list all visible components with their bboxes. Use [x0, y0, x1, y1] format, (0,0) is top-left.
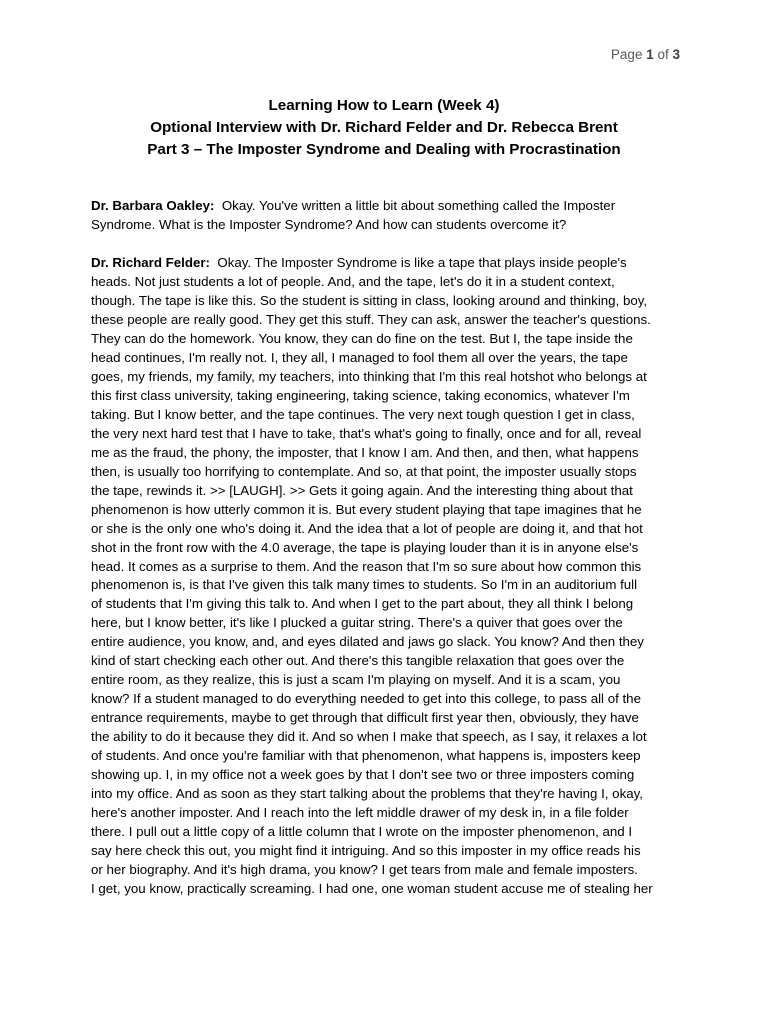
- transcript-paragraph-felder: [91, 254, 681, 899]
- document-subtitle: Optional Interview with Dr. Richard Felder and Dr. Rebecca Brent: [150, 119, 618, 136]
- paragraph-line: or she is the only one who's doing it. And the idea that a lot of people are doing it, and that hot: [91, 520, 643, 536]
- paragraph-line: of students. And once you're familiar with that phenomenon, what happens is, imposters keep: [91, 748, 641, 764]
- page-number-prefix: Page: [610, 47, 647, 62]
- paragraph-line: [91, 254, 681, 273]
- paragraph-line: into my office. And as soon as they start talking about the problems that they're having I, okay,: [91, 786, 643, 802]
- document-part-title: Part 3 – The Imposter Syndrome and Dealing with Procrastination: [147, 141, 621, 158]
- paragraph-line: here's another imposter. And I reach into the left middle drawer of my desk in, in a file folder: [91, 805, 629, 821]
- paragraph-line: there. I pull out a little copy of a little column that I wrote on the imposter phenomenon, and I: [91, 824, 633, 840]
- paragraph-line: these people are really good. They get this stuff. They can ask, answer the teacher's questions.: [91, 311, 651, 327]
- paragraph-line: head. It comes as a surprise to them. And the reason that I'm so sure about how common this: [91, 558, 642, 574]
- page-number-current: 1: [646, 47, 654, 62]
- paragraph-line: this first class university, taking engineering, taking science, taking economics, whatever I'm: [91, 387, 630, 403]
- paragraph-line: entrance requirements, maybe to get through that difficult first year then, obviously, they have: [91, 710, 639, 726]
- paragraph-line: entire room, as they realize, this is just a scam I'm playing on myself. And it is a scam, you: [91, 672, 621, 688]
- paragraph-line: entire audience, you know, and, and eyes dilated and jaws go slack. You know? And then they: [91, 634, 644, 650]
- page-number: [611, 47, 680, 62]
- paragraph-line: the very next hard test that I have to take, that's what's going to finally, once and for all, reveal: [91, 425, 642, 441]
- paragraph-line: the ability to do it because they did it. And so when I make that speech, as I say, it relaxes a lot: [91, 729, 647, 745]
- speaker-name: Dr. Barbara Oakley:: [91, 198, 215, 213]
- paragraph-line: me as the fraud, the phony, the imposter, that I know I am. And then, and then, what happens: [91, 444, 639, 460]
- paragraph-line: taking. But I know better, and the tape continues. The very next tough question I get in class,: [91, 406, 635, 422]
- paragraph-line: goes, my friends, my family, my teachers, into thinking that I'm this real hotshot who belongs at: [91, 368, 647, 384]
- transcript-paragraph-oakley: [91, 197, 681, 235]
- paragraph-line: Syndrome. What is the Imposter Syndrome? And how can students overcome it?: [91, 216, 567, 232]
- paragraph-line: know? If a student managed to do everything needed to get into this college, to pass all of the: [91, 691, 641, 707]
- paragraph-line: of students that I'm giving this talk to. And when I get to the part about, they all think I belong: [91, 596, 634, 612]
- paragraph-line: here, but I know better, it's like I plucked a guitar string. There's a quiver that goes over the: [91, 615, 623, 631]
- paragraph-line: shot in the front row with the 4.0 average, the tape is playing louder than it is in anyone else's: [91, 539, 639, 555]
- paragraph-line: I get, you know, practically screaming. I had one, one woman student accuse me of stealing her: [91, 880, 653, 896]
- paragraph-line: kind of start checking each other out. And there's this tangible relaxation that goes over the: [91, 653, 625, 669]
- paragraph-line: say here check this out, you might find it intriguing. And so this imposter in my office reads his: [91, 843, 641, 859]
- paragraph-line: or her biography. And it's high drama, you know? I get tears from male and female imposters.: [91, 862, 638, 877]
- paragraph-line: head continues, I'm really not. I, they all, I managed to fool them all over the years, the tape: [91, 349, 628, 365]
- paragraph-line: phenomenon is how utterly common it is. But every student playing that tape imagines that he: [91, 501, 642, 517]
- paragraph-line: phenomenon is, is that I've given this talk many times to students. So I'm in an auditorium full: [91, 577, 638, 593]
- paragraph-line: [91, 197, 681, 216]
- paragraph-line: They can do the homework. You know, they can do fine on the test. But I, the tape inside the: [91, 330, 633, 346]
- page-number-total: 3: [672, 47, 680, 62]
- paragraph-line: though. The tape is like this. So the student is sitting in class, looking around and thinking, boy,: [91, 292, 648, 308]
- paragraph-line: then, is usually too horrifying to contemplate. And so, at that point, the imposter usually stops: [91, 463, 637, 479]
- paragraph-line: showing up. I, in my office not a week goes by that I don't see two or three imposters coming: [91, 767, 635, 783]
- document-title-block: [60, 95, 708, 161]
- paragraph-line: heads. Not just students a lot of people. And, and the tape, let's do it in a student context,: [91, 273, 615, 289]
- paragraph-line-text: Okay. The Imposter Syndrome is like a tape that plays inside people's: [217, 255, 627, 270]
- paragraph-line: the tape, rewinds it. >> [LAUGH]. >> Gets it going again. And the interesting thing about that: [91, 482, 633, 498]
- speaker-name: Dr. Richard Felder:: [91, 255, 210, 270]
- paragraph-line-text: Okay. You've written a little bit about something called the Imposter: [221, 198, 616, 213]
- document-title: Learning How to Learn (Week 4): [268, 97, 500, 114]
- page-number-separator: of: [653, 47, 673, 62]
